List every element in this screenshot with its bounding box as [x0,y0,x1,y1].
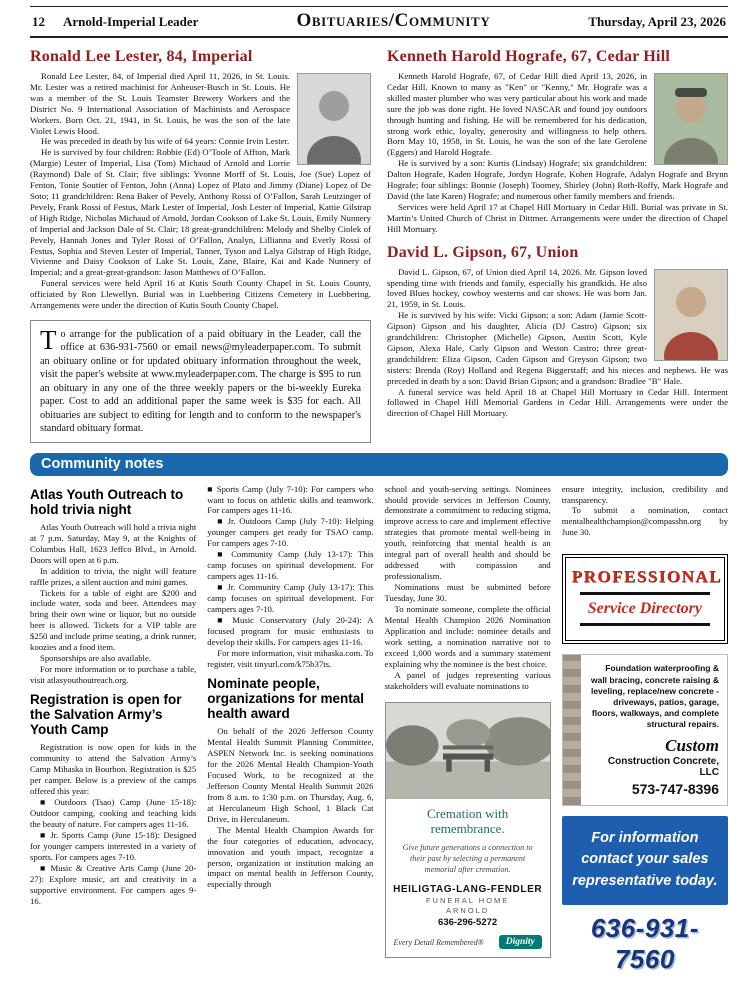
cremation-ad-footer [386,928,550,957]
memorial-garden-photo [386,703,550,799]
paid-obituary-notice [30,320,371,443]
paragraph: He was preceded in death by his wife of 64 years: Connie Irvin Lester. [41,136,290,147]
obituary-gipson-block [387,244,728,420]
community-column-4 [562,484,728,975]
paragraph: Services were held April 17 at Chapel Hill Mortuary in Cedar Hill. Burial was private in St. Martin’s United Church of Christ in Dittmer. Arrangements were under the direction of Chapel Hill Mortuary. [387,201,728,234]
masthead-left [32,14,198,30]
paragraph: Kenneth Harold Hografe, 67, of Cedar Hill died April 13, 2026, in Cedar Hill. Known to many as "Ken" or "Kenny," Mr. Hografe was a skilled master plumber who was very particular about his work and made sure the job was done right. He loved NASCAR and found joy outdoors through hunting and fishing. He will be remembered for his dedication, strong work ethic, loyalty, generosity and willingness to help others. Born May 10, 1958, in St. Louis, he was the son of the late Gerolene (Eggers) and Harold Hografe. [387,71,647,158]
paragraph: ■ Music Conservatory (July 20-24): A focused program for music enthusiasts to develop their skills. For campers ages 11-16. [207,615,374,647]
obituary-column-right [387,45,728,443]
article-headline-mental-health: Nominate people, organizations for mental health award [207,675,365,721]
community-column-3 [385,484,551,975]
cremation-ad-body: Give future generations a connection to their past by selecting a permanent memorial after cremation. [402,842,533,874]
paragraph: Registration is now open for kids in the community to attend the Salvation Army’s Camp Mihaska in Bourbon. Registration is $25 per camper. Below is a preview of the camps offered this year: [30,742,197,797]
sales-rep-phone: 636-931-7560 [590,912,699,974]
paragraph: He is survived by four children: Robbie (Ed) O’Toole of Affton, Mark (Margie) Lester of Imperial, Lisa (Tom) Michaud of Arnold and Lorrie (Raymond) Dale of St. Clair; five siblings: Yvonne Morff of St. Louis, Joe (Sue) Lopez of Fenton, Tonie Soutier of Fenton, John (Anna) Lopez of Plato and Jimmy (Diane) Lopez of De Soto; 11 grandchildren: Rena Baker of Pevely, Anthony Rossi of O’Fallon, Sarah Leutzinger of Pevely, Frank Rossi of Festus, Mark Lester of Imperial, Josh Lester of Imperial, Kattie Gilstrap of High Ridge, Nicholas Michaud of Arnold, Jordan Cookson of Lake St. Louis, Emily Nunnery of Imperial and Jackson Dale of St. Clair; 18 great-grandchildren: Melody and Shelby Ciolek of Pevely, Hannah Jones and Tyler Rossi of O’Fallon, Analyn, Lillianna and Everly Rossi of Festus, Sophia and Steven Lester of Imperial, Tanner, Tyson and Lalya Gilstrap of High Ridge, Vivienne and Daisy Cookson of Lake St. Louis, Zane, Blaire, Kai and Kade Nunnery of Imperial; and a great-great-grandson: Jason Matthews of O’Fallon. [30,147,371,278]
article-text-camp-col1 [30,742,196,906]
cremation-ad-title: Cremation with remembrance. [427,805,509,837]
paragraph: For more information or to purchase a table, visit atlasyouthoutreach.org. [30,664,197,686]
paragraph: A funeral service was held April 18 at Chapel Hill Mortuary in Cedar Hill. Interment followed in Chapel Hill Memorial Gardens in Cedar Hill. Arrangements were under the direction of Chapel Hill Mortuary. [387,386,728,419]
article-text-atlas [30,522,196,686]
divider [580,592,710,595]
funeral-home-location: ARNOLD [445,906,490,916]
community-notes-columns [30,484,728,975]
concrete-phone: 573-747-8396 [631,780,719,797]
obituary-headline-gipson: David L. Gipson, 67, Union [387,243,579,261]
obituary-headline-lester: Ronald Lee Lester, 84, Imperial [30,48,253,65]
paragraph: Tickets for a table of eight are $200 and include water, soda and beer. Attendees may bring their own wine or liquor, but no outside beer is allowed. Tickets for a VIP table are $250 and include prime seating, a drink runner, koozies and a food item. [30,587,197,653]
obituary-photo-gipson [654,269,728,361]
sales-rep-ad [562,816,728,975]
paragraph: Ronald Lee Lester, 84, of Imperial died April 11, 2026, in St. Louis. Mr. Lester was a retired machinist for Anheuser-Busch in St. Louis. He was a member of the St. Louis Teamster Brewery Workers and the District No. 9 International Association of Machinists and Aerospace Workers. Born Oct. 21, 1941, in St. Louis, he was the son of the late Violet Lewis Hood. [30,71,290,136]
concrete-company-name: Construction Concrete, LLC [607,755,719,778]
paragraph: In addition to trivia, the night will feature raffle prizes, a silent auction and mini games. [30,565,197,587]
paragraph: Sponsorships are also available. [40,653,151,664]
sales-rep-line: For information [591,829,699,846]
divider [580,623,710,626]
paragraph: ensure integrity, inclusion, credibility and transparency. [561,483,728,505]
concrete-company-script: Custom [665,735,719,755]
paragraph: ■ Jr. Community Camp (July 13-17): This camp focuses on spiritual development. For campers ages 7-10. [207,582,374,615]
paragraph: On behalf of the 2026 Jefferson County Mental Health Summit Planning Committee, ASPEN Network Inc. is seeking nominations for the 2026 Mental Health Champion-Youth Focused Work, to be recognized at the Jefferson County Mental Health Summit 2026 from 8 a.m. to 1:30 p.m. on Thursday, Aug. 6, at Herculaneum High School, 1 Black Cat Drive, in Herculaneum. [207,726,374,824]
sales-rep-ad-message [562,816,728,905]
service-directory-title: PROFESSIONAL [571,567,722,587]
portrait-silhouette-icon [655,74,727,164]
paragraph: Funeral services were held April 16 at Kutis South County Chapel in St. Louis County, officiated by Ron Llewellyn. Burial was in Luebbering Citizens Cemetery in Luebbering. Arrangements were under the direction of Kutis South County Chapel. [30,278,371,311]
section-title: Obituaries/Community [296,10,491,31]
paragraph: For more information, visit mihaska.com. To register, visit tinyurl.com/k75b37ts. [207,647,374,669]
paper-name: Arnold-Imperial Leader [63,14,199,29]
paragraph: ■ Community Camp (July 13-17): This camp focuses on spiritual development. For campers ages 11-16. [207,549,374,582]
article-text-mental-col3 [385,484,551,692]
portrait-silhouette-icon [298,74,370,164]
paragraph: The Mental Health Champion Awards for the four categories of education, advocacy, innovation and youth impact, recognize a person, organization or institution making an impact on mental health in Jefferson County, especially through [207,824,374,890]
garden-scene-icon [386,703,550,799]
paragraph: To nominate someone, complete the official Mental Health Champion 2026 Nomination Application and include: nominee details and work setting, a nomination narrative not to exceed 1,000 words and a summary statement explaining why the nominee is the best choice. [384,604,551,669]
obituary-photo-hografe [654,73,728,165]
paragraph: ■ Jr. Sports Camp (June 15-18): Designed for younger campers interested in a variety of sports. For campers ages 7-10. [30,830,197,862]
community-column-1 [30,484,196,975]
funeral-home-type: FUNERAL HOME [425,896,510,906]
obituary-hografe [387,71,728,235]
paragraph: Atlas Youth Outreach will hold a trivia night at 7 p.m. Saturday, May 9, at the Knights of Columbus Hall, 1623 Jeffco Blvd., in Arnold. Doors will open at 6 p.m. [30,521,197,565]
community-column-2 [207,484,373,975]
page-number: 12 [32,14,45,29]
article-text-camp-col2 [207,484,373,670]
portrait-silhouette-icon [655,270,727,360]
obituary-gipson [387,267,728,420]
concrete-ad-body: Foundation waterproofing & wall bracing, concrete raising & leveling, replace/new concrete - driveways, patios, garage, floors, walkways, and complete structural repairs. [590,663,719,730]
obituary-column-left [30,45,371,443]
paragraph: ■ Outdoors (Tsao) Camp (June 15-18): Outdoor camping, cooking and teaching kids the beauty of nature. For campers ages 11-16. [30,797,197,830]
sales-rep-line: contact your sales [581,851,709,868]
article-headline-atlas: Atlas Youth Outreach to hold trivia night [30,486,184,517]
obituary-lester [30,71,371,311]
obituary-photo-lester [297,73,371,165]
paragraph: Nominations must be submitted before Tuesday, June 30. [384,582,551,604]
paragraph: school and youth-serving settings. Nominees should provide services in Jefferson County, demonstrate a commitment to reducing stigma, improve access to care and implement effective strategies that promote mental well-being in youth, reinforcing that mental health is an integral part of overall health and should be addressed with compassion and professionalism. [384,483,551,582]
community-notes-header: Community notes [30,453,728,476]
paragraph: ■ Sports Camp (July 7-10): For campers who want to focus on athletic skills and teamwork. For campers ages 11-16. [207,483,374,516]
concrete-ad [562,654,728,805]
paragraph: ■ Jr. Outdoors Camp (July 7-10): Helping younger campers get ready for TSAO camp. For campers ages 7-10. [207,516,374,549]
paragraph: David L. Gipson, 67, of Union died April 14, 2026. Mr. Gipson loved spending time with friends and family, especially his grandkids. He also loved Blues hockey, cowboy westerns and car shows. He was born Jan. 21, 1959, in St. Louis. [387,266,647,310]
article-text-mental-col4 [562,484,728,539]
masthead [30,6,728,38]
sales-rep-line: representative today. [572,873,718,890]
service-directory-subtitle: Service Directory [587,600,702,618]
paragraph: To submit a nomination, contact mentalhealthchampion@compasshn.org by June 30. [561,505,728,538]
paragraph: A panel of judges representing various stakeholders will evaluate nominations to [384,669,551,691]
notice-text: To arrange for the publication of a paid obituary in the Leader, call the office at 636-931-7560 or email news@myleaderpaper.com. To submit an obituary online or for updated obituary information throughout the week, visit the paper's website at www.myleaderpaper.com. The charge is $95 to run an obituary in any one of the three weekly papers or the bi-weekly Eureka paper. Cost to add an additional paper the same week is $35 for each. All obituaries are subject to editing for length and to conform to the newspaper's standard obituary format. [40,324,361,435]
obituaries-area [30,45,728,443]
funeral-home-name: HEILIGTAG-LANG-FENDLER [393,884,543,896]
funeral-home-phone: 636-296-5272 [438,917,498,929]
issue-date: Thursday, April 23, 2026 [588,14,726,29]
cremation-ad-tagline: Every Detail Remembered® [393,937,484,947]
article-headline-camp: Registration is open for the Salvation Army’s Youth Camp [30,692,182,738]
article-text-mental-col2 [207,726,373,890]
paragraph: He is survived by a son: Kurtis (Lindsay) Hografe; six grandchildren: Dalton Hografe, Kaden Hografe, Jordyn Hografe, Kohen Hografe, Adalyn Hografe and Brynn Hografe; four siblings: Bonnie (Joseph) Toomey, Shirley (John) Roth-Roffy, Mark Hografe and David (the late Karen) Hografe; and numerous other family members and friends. [387,158,728,201]
obituary-headline-hografe: Kenneth Harold Hografe, 67, Cedar Hill [387,48,670,65]
cremation-ad [385,702,551,958]
paragraph: He is survived by his wife: Vicki Gipson; a son: Adam (Jamie Scott-Gipson) Gipson and his daughter, Alicia (DJ Castro) Gipson; six grandchildren: Christopher (Michelle) Gipson, Austin Scott, Kyle Gipson, Alexa Hale, Carly Gipson and Weston Castro; three great-grandchildren: Eliza Gipson, Caden Gipson and Greyson Gipson; two sisters: Brenda (Roy) Holland and Regena Biggerstaff; and his nieces and nephews. He was preceded in death by a son: David Brian Gipson; and a grandson: Bradlee "B" Hale. [387,310,728,386]
service-directory-ad [562,554,728,644]
stone-wall-graphic [563,655,581,804]
paragraph: ■ Music & Creative Arts Camp (June 20-27): Explore music, art and creativity in a supportive environment. For campers ages 9-16. [30,862,197,906]
dignity-logo: Dignity [499,935,542,949]
